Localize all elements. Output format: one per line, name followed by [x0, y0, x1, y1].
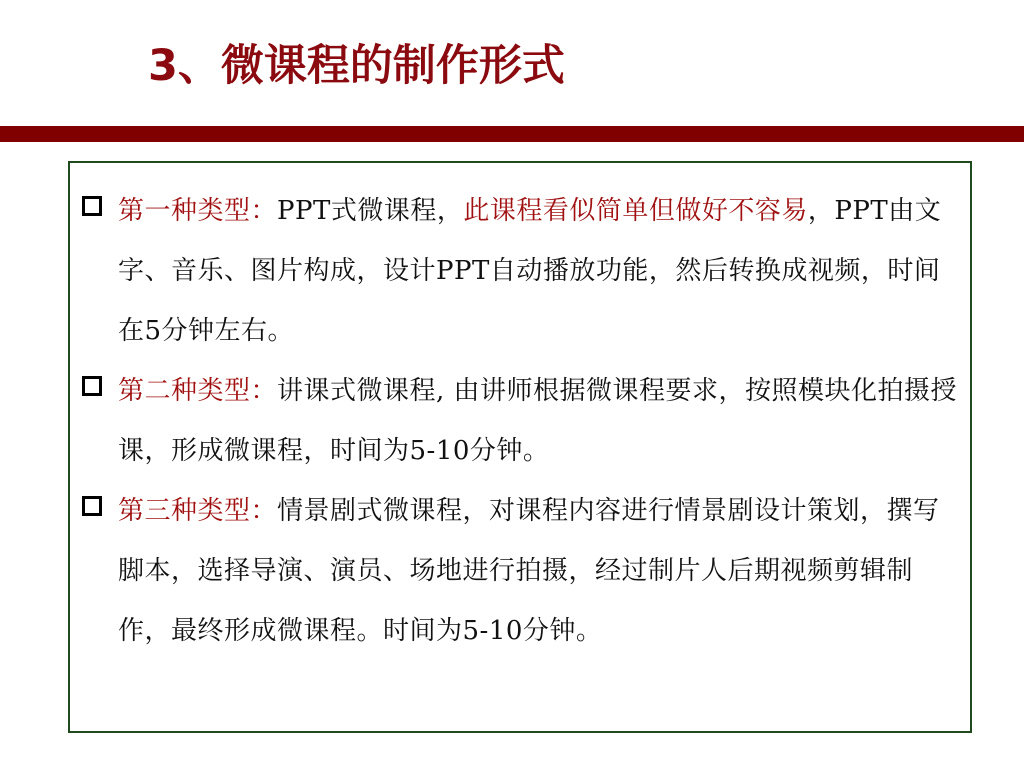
item-1-text — [118, 181, 958, 361]
item-3-type-label: 第三种类型： — [118, 496, 278, 526]
item-1-body: ，PPT由文字、音乐、图片构成，设计PPT自动播放功能，然后转换成视频，时间在5分钟左右。 — [118, 196, 942, 346]
item-1-lead: PPT式微课程， — [277, 196, 464, 226]
item-3-body: 情景剧式微课程，对课程内容进行情景剧设计策划，撰写脚本，选择导演、演员、场地进行拍摄，经过制片人后期视频剪辑制作，最终形成微课程。时间为5-10分钟。 — [118, 496, 940, 646]
list-item-type-1 — [82, 181, 958, 361]
list-item-type-2 — [82, 361, 958, 481]
item-2-body: 讲课式微课程, 由讲师根据微课程要求，按照模块化拍摄授课，形成微课程，时间为5-10分钟。 — [118, 376, 958, 466]
item-2-text — [118, 361, 958, 481]
item-1-emphasis: 此课程看似简单但做好不容易 — [463, 196, 808, 226]
content-box — [68, 161, 972, 733]
list-item-type-3 — [82, 481, 958, 661]
hollow-square-bullet-icon — [82, 496, 102, 516]
title-divider-bar — [0, 126, 1024, 142]
hollow-square-bullet-icon — [82, 376, 102, 396]
item-1-type-label: 第一种类型： — [118, 196, 278, 226]
item-2-type-label: 第二种类型： — [118, 376, 278, 406]
slide-title: 3、微课程的制作形式 — [148, 41, 565, 91]
item-3-text — [118, 481, 958, 661]
hollow-square-bullet-icon — [82, 196, 102, 216]
